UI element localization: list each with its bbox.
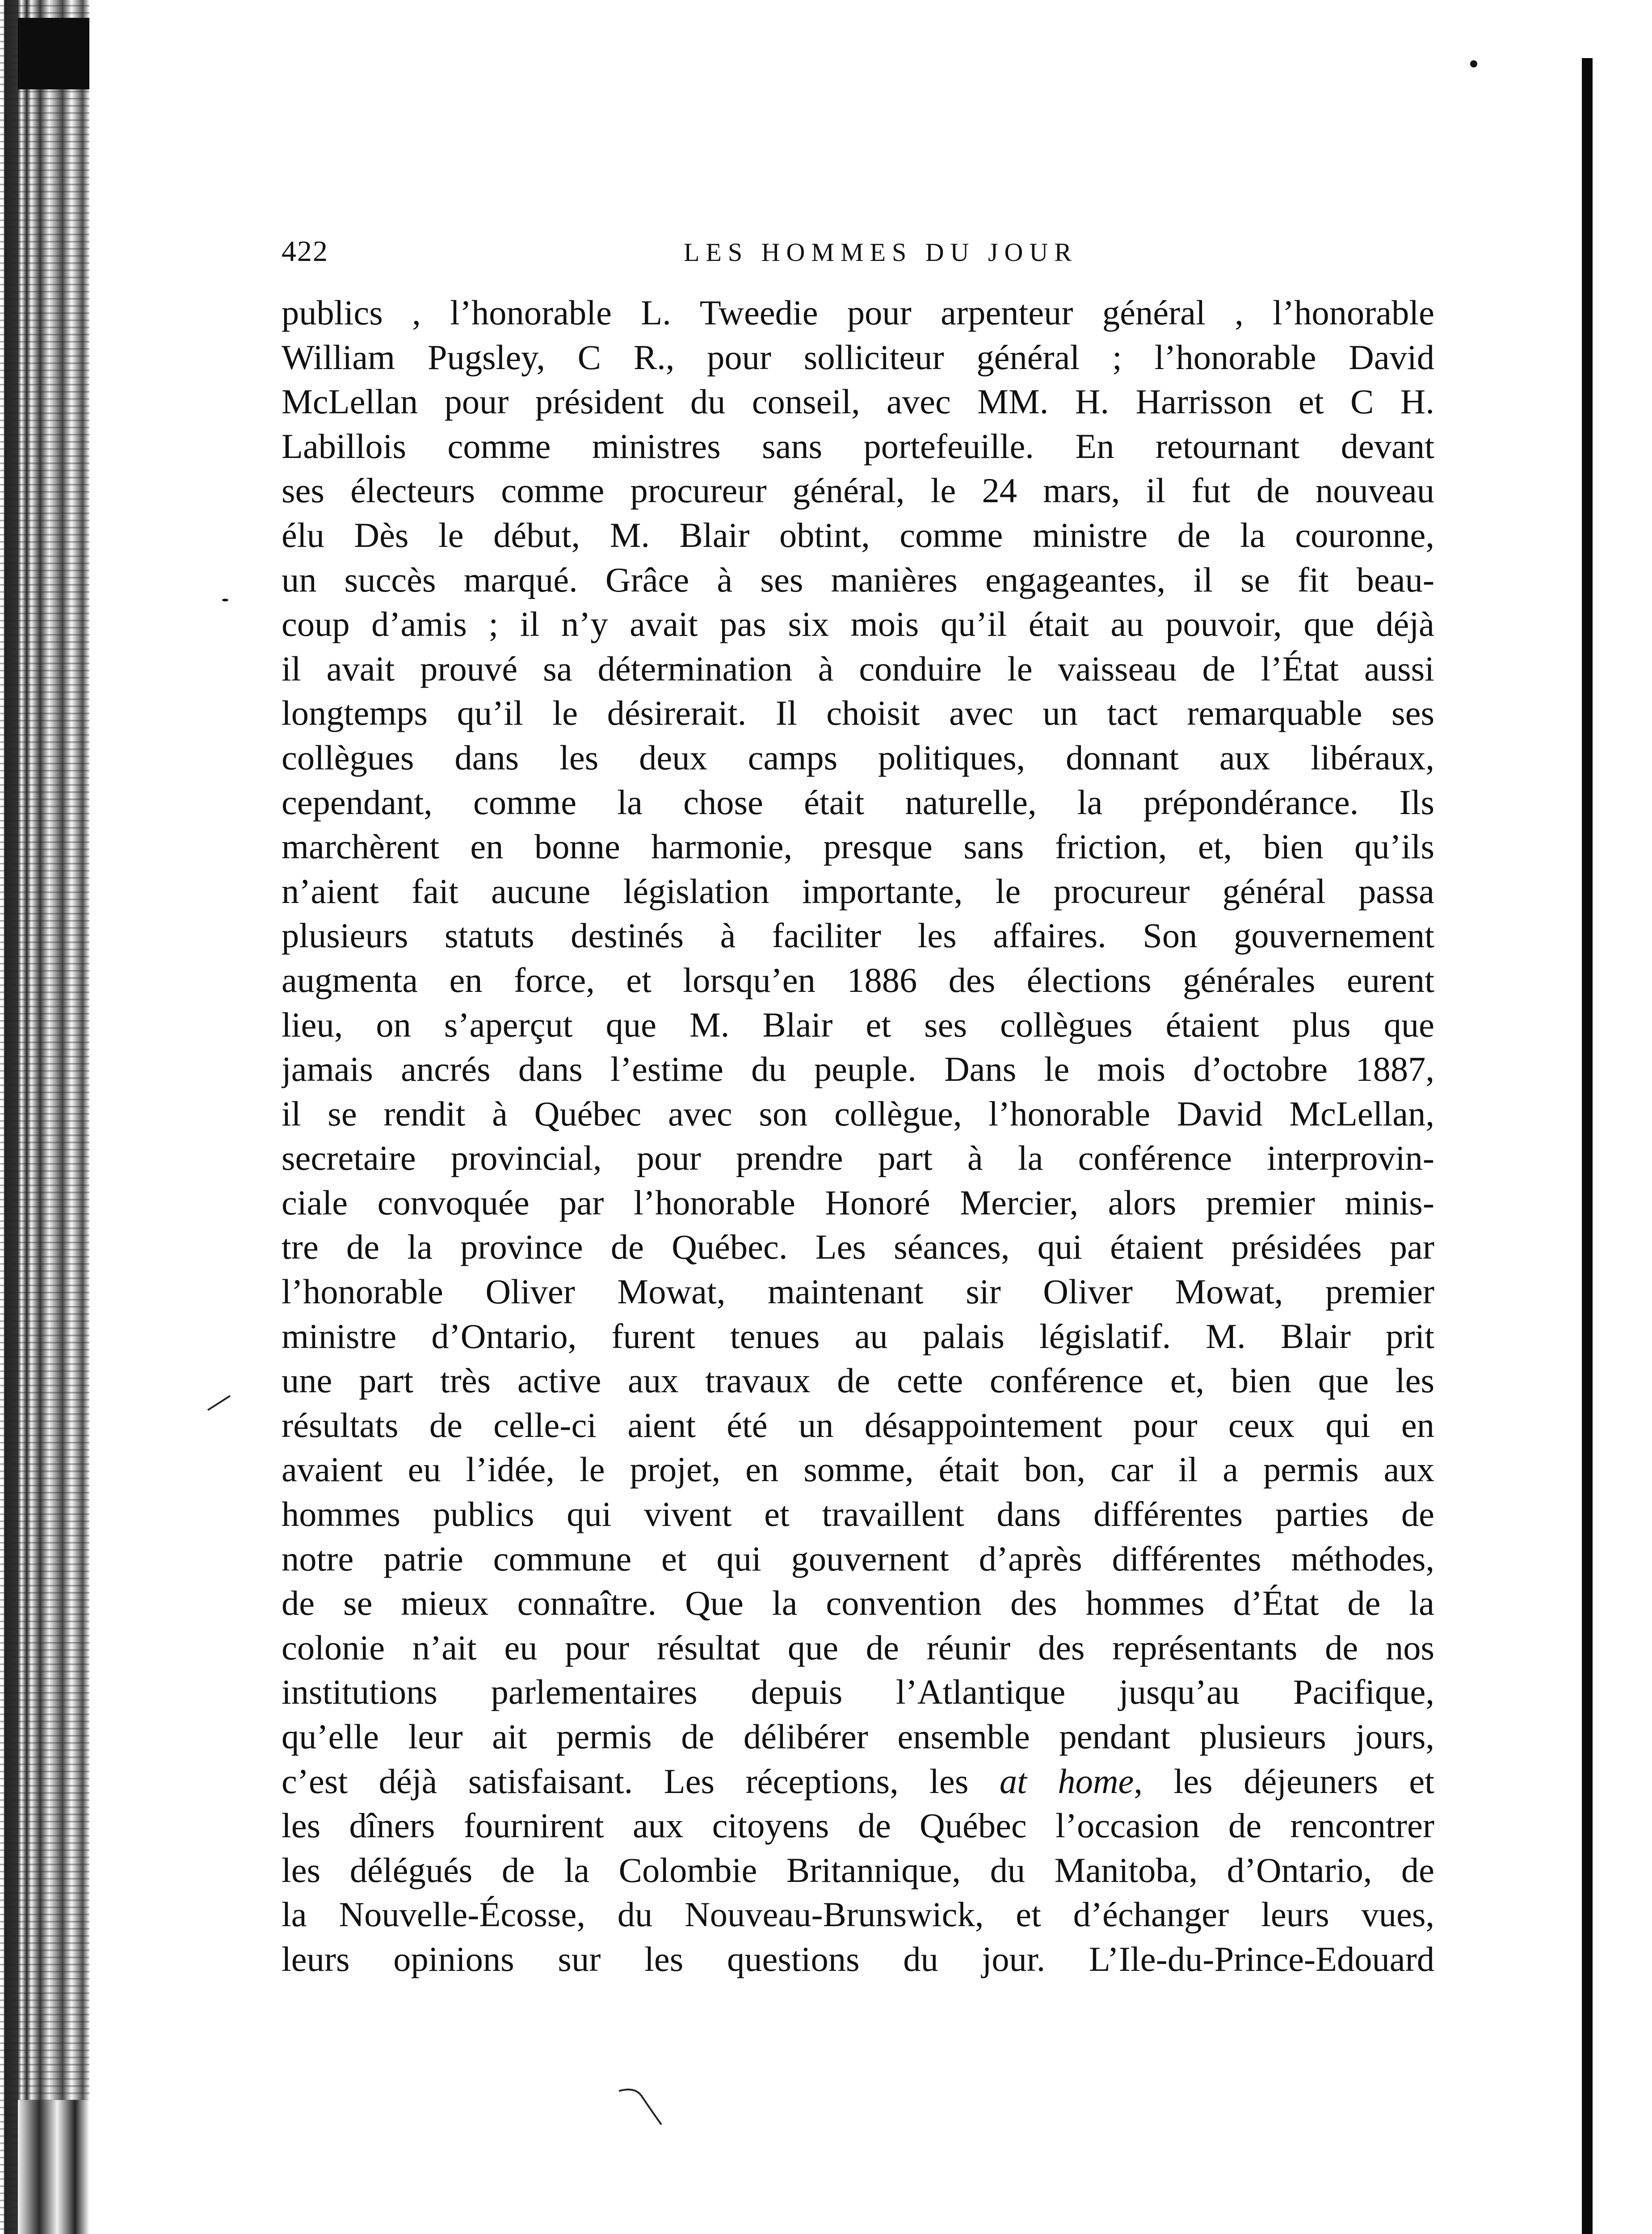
- italic-phrase: at home: [999, 1761, 1134, 1801]
- text-line: ministre d’Ontario, furent tenues au palais législatif. M. Blair prit: [282, 1316, 1434, 1356]
- text-line: notre patrie commune et qui gouvernent d’après différentes méthodes,: [282, 1539, 1434, 1578]
- text-line: leurs opinions sur les questions du jour. L’Ile-du-Prince-Edouard: [282, 1939, 1434, 1978]
- binding-shadow-bottom: [18, 2100, 89, 2234]
- ink-speck: [1470, 60, 1477, 67]
- text-segment: c’est déjà satisfaisant. Les réceptions, les: [282, 1761, 969, 1801]
- text-line: ses électeurs comme procureur général, le 24 mars, il fut de nouveau: [282, 471, 1434, 510]
- text-line: il avait prouvé sa détermination à conduire le vaisseau de l’État aussi: [282, 649, 1434, 688]
- text-line: les dîners fournirent aux citoyens de Québec l’occasion de rencontrer: [282, 1806, 1434, 1845]
- text-line: élu Dès le début, M. Blair obtint, comme ministre de la couronne,: [282, 515, 1434, 554]
- pencil-tick-mark: [206, 1394, 232, 1412]
- text-line: cependant, comme la chose était naturelle, la prépondérance. Ils: [282, 782, 1434, 822]
- text-line: marchèrent en bonne harmonie, presque sans friction, et, bien qu’ils: [282, 827, 1434, 866]
- text-line-with-italic: [282, 1759, 1434, 1804]
- text-line: collègues dans les deux camps politiques, donnant aux libéraux,: [282, 738, 1434, 777]
- text-line: qu’elle leur ait permis de délibérer ensemble pendant plusieurs jours,: [282, 1717, 1434, 1756]
- page-header: [282, 235, 1425, 275]
- text-line: hommes publics qui vivent et travaillent dans différentes parties de: [282, 1495, 1434, 1534]
- binding-shadow-top: [18, 18, 89, 89]
- text-line: Labillois comme ministres sans portefeuille. En retournant devant: [282, 426, 1434, 466]
- text-line: les délégués de la Colombie Britannique, du Manitoba, d’Ontario, de: [282, 1850, 1434, 1890]
- text-line: McLellan pour président du conseil, avec MM. H. Harrisson et C H.: [282, 382, 1434, 421]
- pencil-stroke-mark: [617, 2082, 670, 2131]
- text-line: colonie n’ait eu pour résultat que de réunir des représentants de nos: [282, 1628, 1434, 1667]
- text-line: avaient eu l’idée, le projet, en somme, était bon, car il a permis aux: [282, 1450, 1434, 1489]
- text-line: ciale convoquée par l’honorable Honoré Mercier, alors premier minis-: [282, 1183, 1434, 1222]
- text-line: lieu, on s’aperçut que M. Blair et ses collègues étaient plus que: [282, 1005, 1434, 1044]
- page-number: 422: [282, 235, 328, 268]
- text-line: coup d’amis ; il n’y avait pas six mois qu’il était au pouvoir, que déjà: [282, 605, 1434, 644]
- text-line: de se mieux connaître. Que la convention des hommes d’État de la: [282, 1583, 1434, 1623]
- text-line: tre de la province de Québec. Les séances, qui étaient présidées par: [282, 1227, 1434, 1267]
- text-line: n’aient fait aucune législation importante, le procureur général passa: [282, 871, 1434, 911]
- ink-speck: [222, 599, 228, 601]
- text-line: plusieurs statuts destinés à faciliter les affaires. Son gouvernement: [282, 916, 1434, 955]
- right-margin-rule: [1582, 58, 1593, 2234]
- text-line: la Nouvelle-Écosse, du Nouveau-Brunswick, et d’échanger leurs vues,: [282, 1895, 1434, 1934]
- text-line: longtemps qu’il le désirerait. Il choisit avec un tact remarquable ses: [282, 693, 1434, 733]
- text-line: une part très active aux travaux de cette conférence et, bien que les: [282, 1361, 1434, 1400]
- text-line: l’honorable Oliver Mowat, maintenant sir Oliver Mowat, premier: [282, 1272, 1434, 1311]
- text-line: William Pugsley, C R., pour solliciteur général ; l’honorable David: [282, 337, 1434, 377]
- running-title: LES HOMMES DU JOUR: [684, 238, 1078, 267]
- binding-edge: [0, 0, 89, 2234]
- body-text: [282, 290, 1434, 1982]
- text-line: publics , l’honorable L. Tweedie pour arpenteur général , l’honorable: [282, 293, 1434, 332]
- text-segment: , les déjeuners et: [1134, 1761, 1434, 1801]
- text-line: augmenta en force, et lorsqu’en 1886 des élections générales eurent: [282, 960, 1434, 999]
- text-line: jamais ancrés dans l’estime du peuple. Dans le mois d’octobre 1887,: [282, 1050, 1434, 1089]
- text-line: un succès marqué. Grâce à ses manières engageantes, il se fit beau-: [282, 560, 1434, 599]
- text-line: secretaire provincial, pour prendre part à la conférence interprovin-: [282, 1138, 1434, 1178]
- text-line: il se rendit à Québec avec son collègue, l’honorable David McLellan,: [282, 1094, 1434, 1133]
- text-line: institutions parlementaires depuis l’Atlantique jusqu’au Pacifique,: [282, 1672, 1434, 1712]
- text-line: résultats de celle-ci aient été un désappointement pour ceux qui en: [282, 1405, 1434, 1445]
